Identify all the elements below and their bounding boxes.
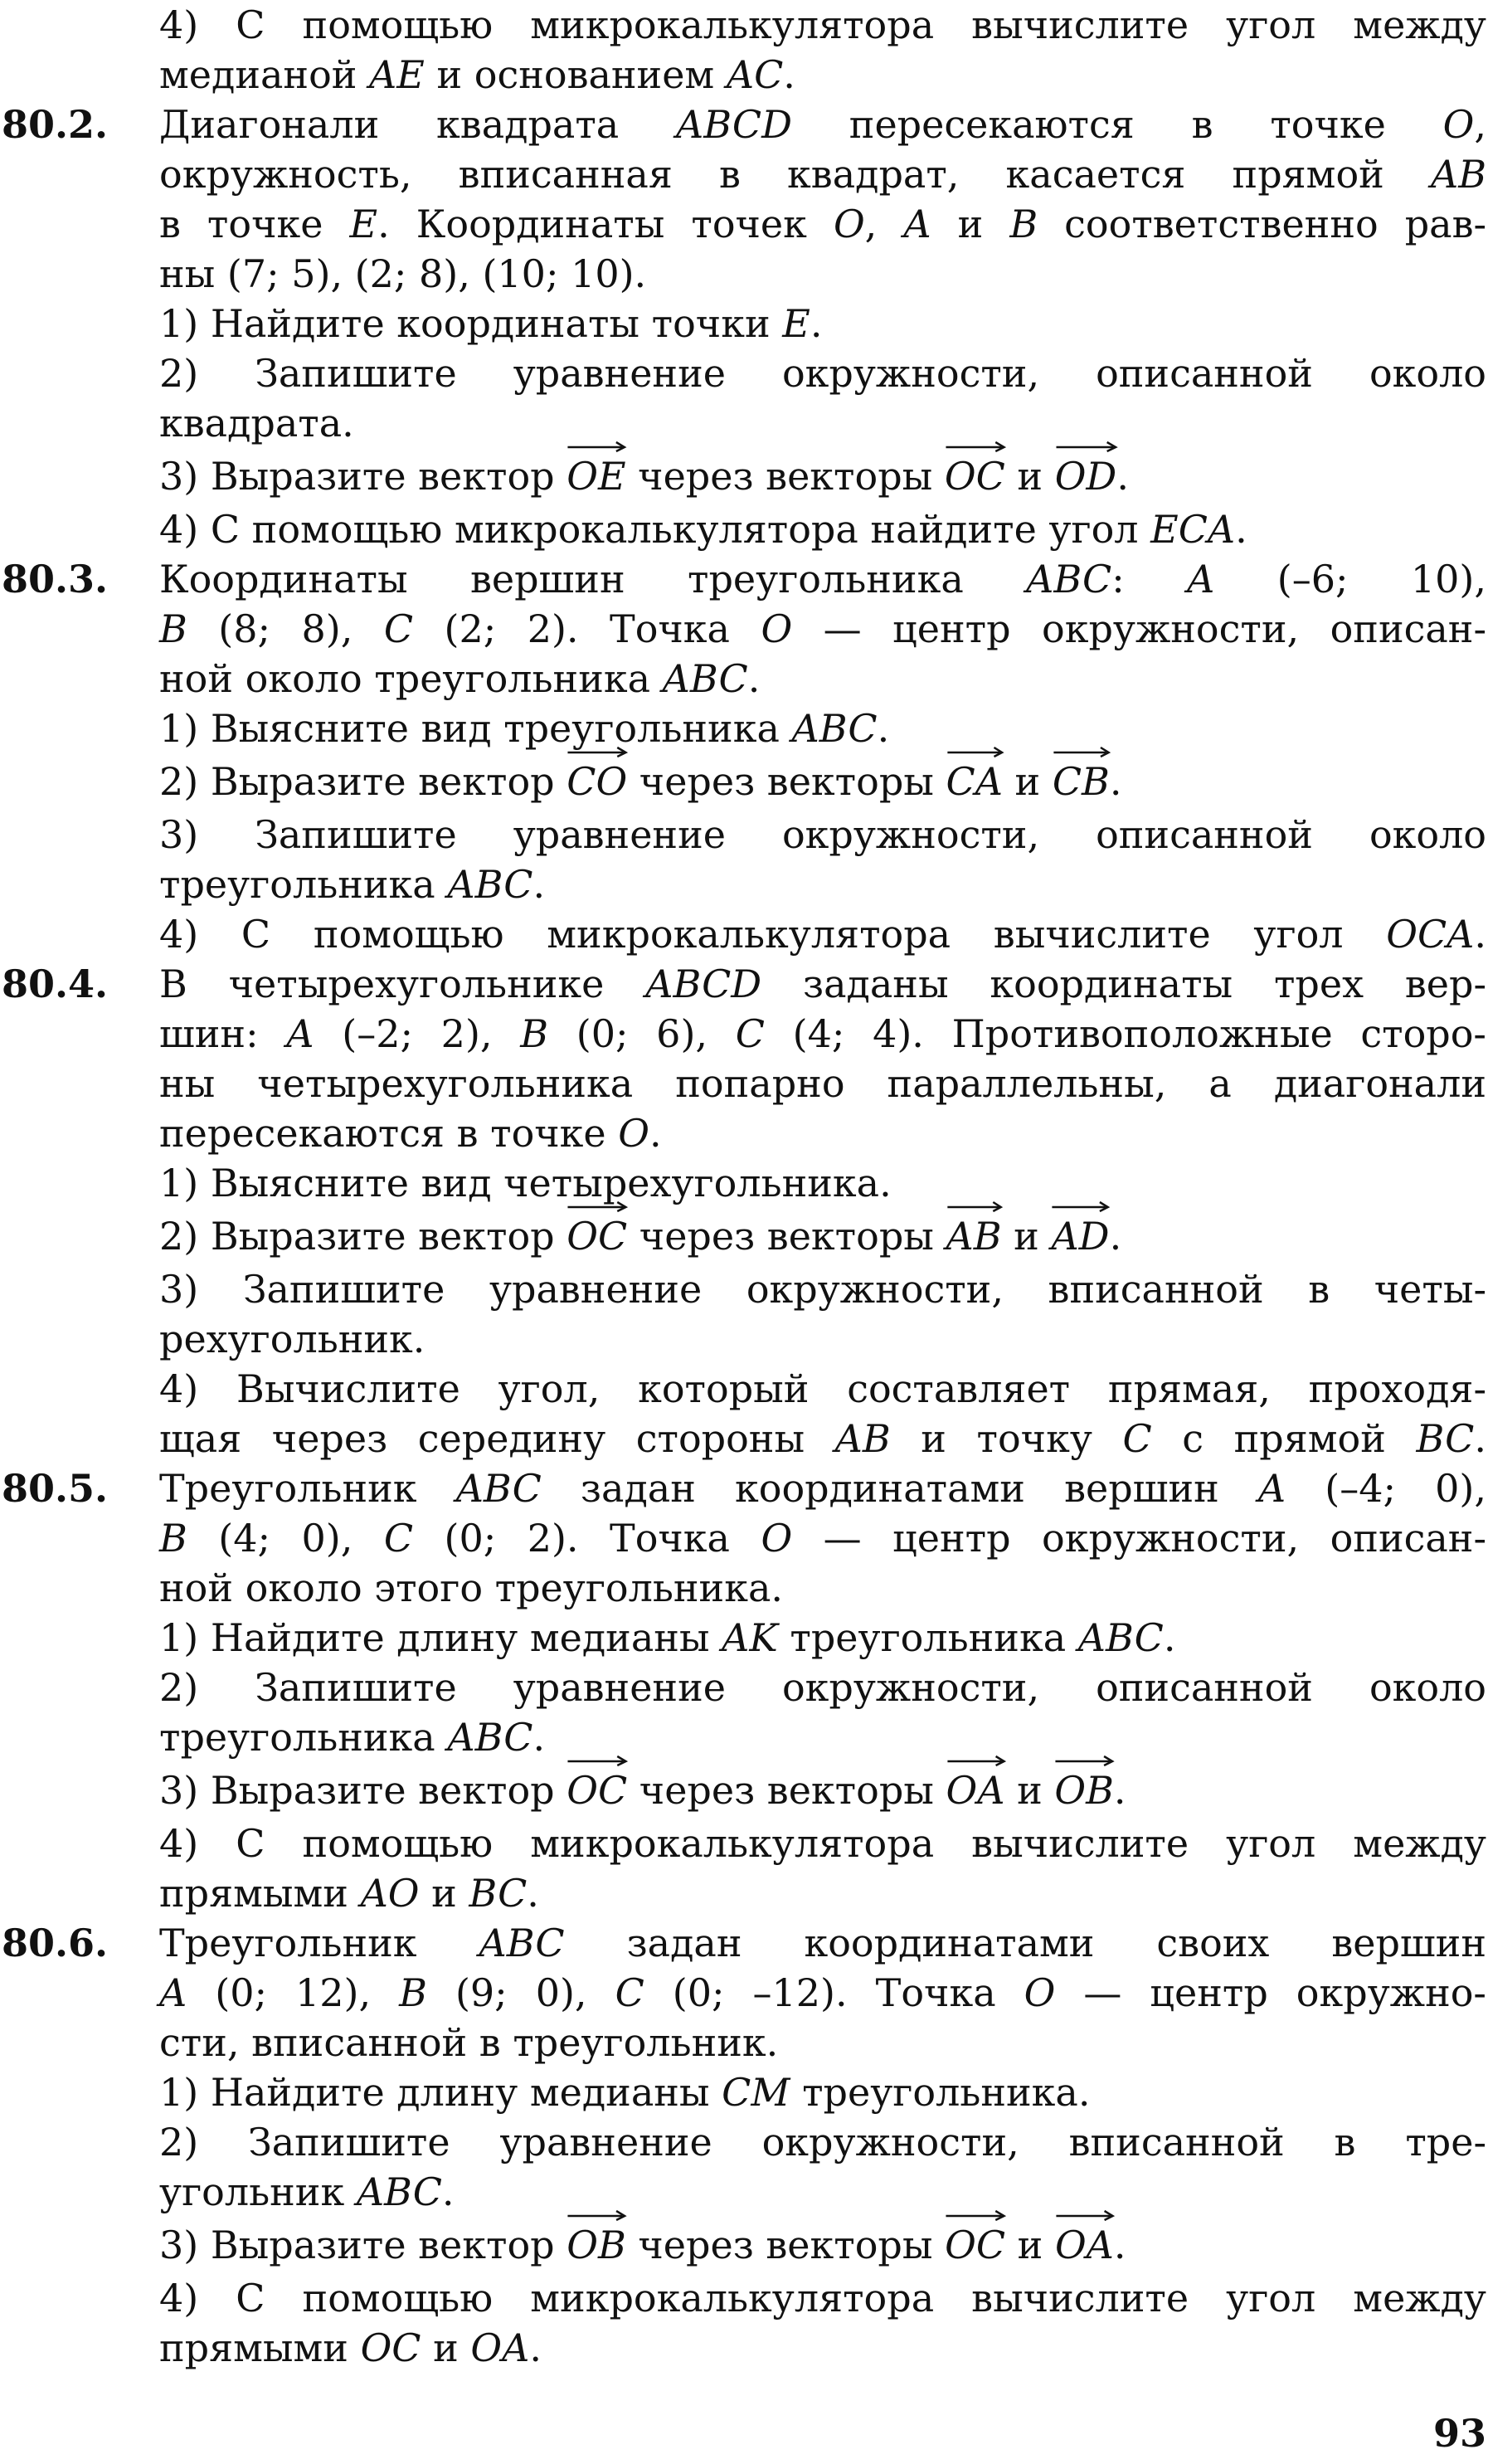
math-symbol: C — [735, 1011, 765, 1056]
math-symbol: OCA — [1386, 912, 1475, 957]
math-symbol: BC — [469, 1871, 528, 1916]
math-symbol: O — [1024, 1970, 1056, 2015]
vector-symbol: CO — [567, 757, 627, 806]
text-line-vectors: 3) Выразите вектор OC через векторы OA и OB. — [159, 1765, 1486, 1819]
text-line: квадрата. — [159, 401, 354, 446]
math-symbol: B — [399, 1970, 427, 2015]
math-symbol: ABC — [455, 1466, 542, 1511]
math-symbol: E — [782, 301, 810, 346]
problem-80-2 — [0, 100, 1488, 554]
problem-number: 80.2. — [2, 102, 109, 147]
text-line: В четырехугольнике ABCD заданы координаты трех вер- — [159, 962, 1486, 1006]
text-line: 3) Запишите уравнение окружности, описанной около — [159, 812, 1486, 857]
vector-symbol: OC — [567, 1765, 627, 1815]
vector-symbol: OC — [945, 451, 1005, 501]
text-line: треугольника ABC. — [159, 862, 546, 907]
math-symbol: CM — [722, 2070, 790, 2115]
math-symbol: BC — [1416, 1416, 1475, 1461]
text-line: угольник ABC. — [159, 2169, 455, 2214]
text-line: прямыми OC и OA. — [159, 2325, 542, 2370]
math-symbol: AO — [360, 1871, 420, 1916]
text-line: B (4; 0), C (0; 2). Точка O — центр окружности, описан- — [159, 1516, 1486, 1561]
math-symbol: ABC — [791, 706, 878, 751]
math-symbol: ABC — [447, 862, 533, 907]
text-line: пересекаются в точке O. — [159, 1111, 662, 1156]
vector-symbol: CB — [1053, 757, 1110, 806]
vector-symbol: AD — [1051, 1211, 1109, 1261]
problem-80-5 — [0, 1463, 1488, 1918]
text-line: B (8; 8), C (2; 2). Точка O — центр окружности, описан- — [159, 606, 1486, 651]
text-line: 1) Найдите координаты точки E. — [159, 301, 823, 346]
math-symbol: A — [903, 202, 931, 246]
text-line: Координаты вершин треугольника ABC: A (–6; 10), — [159, 557, 1486, 601]
math-symbol: AB — [834, 1416, 891, 1461]
text-line: 1) Найдите длину медианы AK треугольника ABC. — [159, 1615, 1176, 1660]
vector-symbol: OC — [567, 1211, 627, 1261]
math-symbol: AB — [1430, 152, 1486, 197]
text-line: 2) Запишите уравнение окружности, описанной около — [159, 351, 1486, 396]
text-line: щая через середину стороны AB и точку C с прямой BC. — [159, 1416, 1486, 1461]
text-line: рехугольник. — [159, 1317, 425, 1361]
text-line-vectors: 2) Выразите вектор CO через векторы CA и CB. — [159, 757, 1486, 810]
math-symbol: A — [1257, 1466, 1286, 1511]
text-line: 4) С помощью микрокалькулятора найдите угол ECA. — [159, 507, 1247, 552]
math-symbol: ABC — [479, 1921, 565, 1965]
math-symbol: ABC — [1077, 1615, 1164, 1660]
text-line: ной около треугольника ABC. — [159, 656, 761, 701]
text-line: сти, вписанной в треугольник. — [159, 2020, 779, 2065]
problem-number: 80.6. — [2, 1921, 109, 1965]
math-symbol: ECA — [1150, 507, 1236, 552]
math-symbol: ABC — [1026, 557, 1112, 601]
math-symbol: B — [1009, 202, 1038, 246]
text-line-vectors: 2) Выразите вектор OC через векторы AB и AD. — [159, 1211, 1486, 1264]
vector-symbol: OD — [1055, 451, 1117, 501]
math-symbol: ABCD — [676, 102, 792, 147]
text-line: 1) Выясните вид четырехугольника. — [159, 1161, 892, 1205]
math-symbol: ABC — [356, 2169, 442, 2214]
text-line: ны четырехугольника попарно параллельны, а диагонали — [159, 1061, 1486, 1106]
math-symbol: A — [159, 1970, 187, 2015]
math-symbol: E — [349, 202, 378, 246]
math-symbol: C — [1122, 1416, 1152, 1461]
text-line: ны (7; 5), (2; 8), (10; 10). — [159, 251, 647, 296]
math-symbol: A — [1187, 557, 1215, 601]
text-line: Треугольник ABC задан координатами своих вершин — [159, 1921, 1487, 1965]
math-symbol: B — [159, 1516, 187, 1561]
math-symbol: AC — [726, 52, 784, 97]
math-symbol: AE — [369, 52, 425, 97]
text-line: 2) Запишите уравнение окружности, описанной около — [159, 1665, 1486, 1710]
math-symbol: C — [383, 1516, 414, 1561]
vector-symbol: AB — [946, 1211, 1002, 1261]
vector-symbol: OC — [945, 2220, 1005, 2270]
vector-symbol: OB — [567, 2220, 626, 2270]
text-line: 4) С помощью микрокалькулятора вычислите угол OCA. — [159, 912, 1486, 957]
text-line: 1) Найдите длину медианы CM треугольника. — [159, 2070, 1091, 2115]
vector-symbol: OA — [946, 1765, 1005, 1815]
text-line: Треугольник ABC задан координатами вершин A (–4; 0), — [159, 1466, 1486, 1511]
math-symbol: O — [761, 606, 793, 651]
text-line: шин: A (–2; 2), B (0; 6), C (4; 4). Противоположные сторо- — [159, 1011, 1486, 1056]
problem-number: 80.3. — [2, 557, 109, 601]
vector-symbol: OB — [1054, 1765, 1114, 1815]
problem-number: 80.5. — [2, 1466, 109, 1511]
math-symbol: O — [833, 202, 865, 246]
text-line: окружность, вписанная в квадрат, касается прямой AB — [159, 152, 1486, 197]
text-line: 4) С помощью микрокалькулятора вычислите угол между — [159, 2276, 1486, 2320]
text-line: треугольника ABC. — [159, 1715, 546, 1760]
text-line: в точке E. Координаты точек O, A и B соответственно рав- — [159, 202, 1487, 246]
math-symbol: OA — [470, 2325, 530, 2370]
vector-symbol: OE — [567, 451, 625, 501]
text-line: 1) Выясните вид треугольника ABC. — [159, 706, 890, 751]
text-line: A (0; 12), B (9; 0), C (0; –12). Точка O — центр окружно- — [159, 1970, 1486, 2015]
text-line: 2) Запишите уравнение окружности, вписанной в тре- — [159, 2120, 1486, 2165]
math-symbol: ABCD — [645, 962, 762, 1006]
math-symbol: O — [618, 1111, 649, 1156]
problem-80-6 — [0, 1918, 1488, 2373]
text-line-vectors: 3) Выразите вектор OE через векторы OC и OD. — [159, 451, 1486, 504]
math-symbol: ABC — [447, 1715, 533, 1760]
text-line-vectors: 3) Выразите вектор OB через векторы OC и OA. — [159, 2220, 1486, 2273]
problem-continuation — [0, 0, 1488, 100]
page-number: 93 — [1432, 2411, 1486, 2456]
text-line: медианой AE и основанием AC. — [159, 52, 795, 97]
problem-80-3 — [0, 554, 1488, 959]
math-symbol: C — [615, 1970, 644, 2015]
text-line: 4) Вычислите угол, который составляет прямая, проходя- — [159, 1366, 1486, 1411]
text-line: 4) С помощью микрокалькулятора вычислите угол между — [159, 1821, 1486, 1866]
text-line: Диагонали квадрата ABCD пересекаются в точке O, — [159, 102, 1487, 147]
text-line: 3) Запишите уравнение окружности, вписанной в четы- — [159, 1267, 1486, 1312]
math-symbol: O — [761, 1516, 793, 1561]
math-symbol: AK — [722, 1615, 778, 1660]
problem-number: 80.4. — [2, 962, 109, 1006]
text-line: 4) С помощью микрокалькулятора вычислите угол между — [159, 2, 1486, 47]
math-symbol: ABC — [662, 656, 748, 701]
problem-80-4 — [0, 959, 1488, 1463]
math-symbol: OC — [360, 2325, 421, 2370]
math-symbol: O — [1442, 102, 1475, 147]
math-symbol: B — [159, 606, 187, 651]
math-symbol: A — [286, 1011, 314, 1056]
math-symbol: C — [383, 606, 414, 651]
vector-symbol: OA — [1055, 2220, 1114, 2270]
vector-symbol: CA — [946, 757, 1003, 806]
text-line: ной около этого треугольника. — [159, 1566, 783, 1610]
math-symbol: B — [520, 1011, 549, 1056]
text-line: прямыми AO и BC. — [159, 1871, 539, 1916]
